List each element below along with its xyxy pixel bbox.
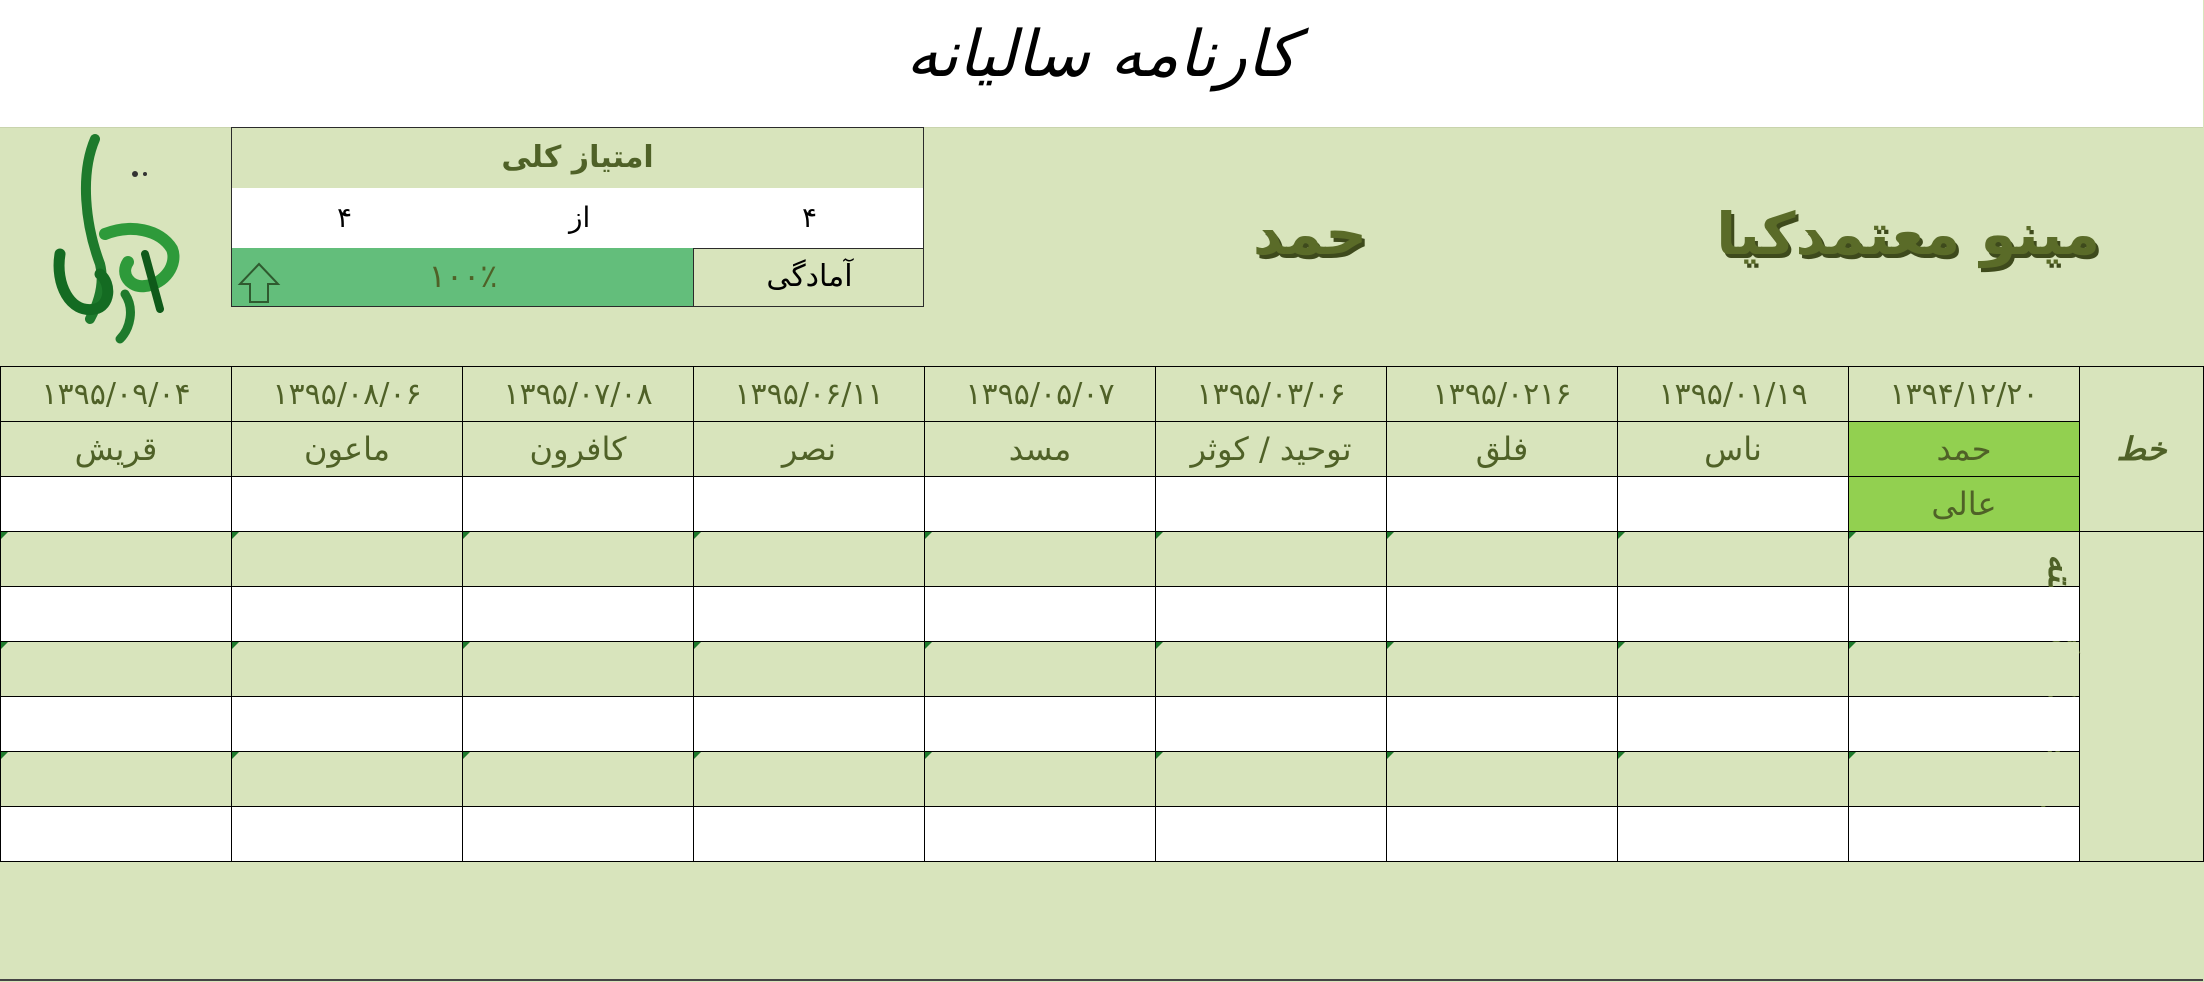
score-total: ۴: [337, 201, 353, 234]
readiness-percent: ۱۰۰٪: [428, 257, 498, 295]
review-cell[interactable]: [1849, 752, 2080, 807]
grade-cell[interactable]: [232, 477, 463, 532]
review-cell[interactable]: [232, 587, 463, 642]
review-cell[interactable]: [1849, 807, 2080, 862]
review-cell[interactable]: [1618, 587, 1849, 642]
surah-cell: توحید / کوثر: [1156, 422, 1387, 477]
review-cell[interactable]: [1618, 532, 1849, 587]
date-cell: ۱۳۹۵/۰۲۱۶: [1387, 367, 1618, 422]
grade-cell[interactable]: [1156, 477, 1387, 532]
review-cell[interactable]: [463, 807, 694, 862]
review-cell[interactable]: [1156, 697, 1387, 752]
review-row: [1, 807, 2204, 862]
side-label-review: [2080, 532, 2204, 862]
surah-cell: قریش: [1, 422, 232, 477]
score-of-label: از: [569, 201, 591, 234]
review-cell[interactable]: [1387, 752, 1618, 807]
review-row: [1, 752, 2204, 807]
footer-band: [0, 870, 2203, 982]
surah-cell: ناس: [1618, 422, 1849, 477]
review-cell[interactable]: [694, 697, 925, 752]
review-cell[interactable]: [463, 587, 694, 642]
review-cell[interactable]: [463, 642, 694, 697]
review-cell[interactable]: [1, 532, 232, 587]
review-cell[interactable]: [925, 807, 1156, 862]
grade-cell[interactable]: عالی: [1849, 477, 2080, 532]
grade-cell[interactable]: [1387, 477, 1618, 532]
score-heading: امتیاز کلی: [232, 128, 923, 189]
review-cell[interactable]: [1156, 807, 1387, 862]
review-cell[interactable]: [1849, 642, 2080, 697]
review-row: [1, 587, 2204, 642]
review-cell[interactable]: [925, 532, 1156, 587]
readiness-row: [232, 248, 923, 306]
score-value: ۴: [802, 201, 818, 234]
review-cell[interactable]: [1387, 587, 1618, 642]
review-cell[interactable]: [1156, 532, 1387, 587]
review-cell[interactable]: [925, 697, 1156, 752]
date-cell: ۱۳۹۵/۰۸/۰۶: [232, 367, 463, 422]
review-cell[interactable]: [925, 587, 1156, 642]
review-cell[interactable]: [232, 752, 463, 807]
review-cell[interactable]: [1618, 697, 1849, 752]
review-cell[interactable]: [1, 697, 232, 752]
surah-cell: کافرون: [463, 422, 694, 477]
student-name: مینو معتمدکیا: [1716, 200, 2100, 268]
date-cell: ۱۳۹۵/۰۱/۱۹: [1618, 367, 1849, 422]
score-row: [232, 188, 923, 249]
review-cell[interactable]: [694, 752, 925, 807]
surah-cell: فلق: [1387, 422, 1618, 477]
grade-cell[interactable]: [1, 477, 232, 532]
date-cell: ۱۳۹۵/۰۹/۰۴: [1, 367, 232, 422]
review-row: [1, 642, 2204, 697]
review-cell[interactable]: [1849, 697, 2080, 752]
monthly-grid: [0, 366, 2204, 862]
review-cell[interactable]: [232, 697, 463, 752]
review-cell[interactable]: [1156, 642, 1387, 697]
review-cell[interactable]: [694, 807, 925, 862]
review-cell[interactable]: [463, 697, 694, 752]
review-cell[interactable]: [1387, 532, 1618, 587]
review-cell[interactable]: [1, 587, 232, 642]
review-row: [1, 697, 2204, 752]
review-cell[interactable]: [1618, 807, 1849, 862]
readiness-label: آمادگی: [766, 259, 853, 294]
grade-cell[interactable]: [1618, 477, 1849, 532]
date-cell: ۱۳۹۵/۰۵/۰۷: [925, 367, 1156, 422]
surah-cell: نصر: [694, 422, 925, 477]
review-cell[interactable]: [694, 587, 925, 642]
review-cell[interactable]: [232, 642, 463, 697]
review-cell[interactable]: [232, 807, 463, 862]
report-title: کارنامه سالیانه: [906, 18, 1297, 92]
review-cell[interactable]: [463, 532, 694, 587]
review-cell[interactable]: [1849, 587, 2080, 642]
review-cell[interactable]: [1, 642, 232, 697]
surah-row: [1, 422, 2204, 477]
grade-cell[interactable]: [463, 477, 694, 532]
review-cell[interactable]: [1387, 642, 1618, 697]
date-cell: ۱۳۹۴/۱۲/۲۰: [1849, 367, 2080, 422]
current-surah: حمد: [1252, 200, 1368, 268]
grade-cell[interactable]: [694, 477, 925, 532]
date-cell: ۱۳۹۵/۰۷/۰۸: [463, 367, 694, 422]
side-label-khat: خط: [2080, 367, 2204, 532]
date-cell: ۱۳۹۵/۰۳/۰۶: [1156, 367, 1387, 422]
title-band: [0, 0, 2203, 128]
review-cell[interactable]: [232, 532, 463, 587]
date-cell: ۱۳۹۵/۰۶/۱۱: [694, 367, 925, 422]
grade-row: [1, 477, 2204, 532]
review-row: [1, 532, 2204, 587]
footer-line: [0, 979, 2203, 981]
review-cell[interactable]: [1618, 642, 1849, 697]
green-calligraphy-logo-icon: [50, 134, 185, 344]
surah-cell: ماعون: [232, 422, 463, 477]
date-row: [1, 367, 2204, 422]
review-cell[interactable]: [1387, 697, 1618, 752]
review-cell[interactable]: [1387, 807, 1618, 862]
review-cell[interactable]: [694, 532, 925, 587]
overall-score-box: [231, 127, 924, 307]
review-cell[interactable]: [1, 752, 232, 807]
review-cell[interactable]: [1156, 587, 1387, 642]
review-cell[interactable]: [1618, 752, 1849, 807]
review-cell[interactable]: [925, 752, 1156, 807]
review-cell[interactable]: [463, 752, 694, 807]
review-cell[interactable]: [925, 642, 1156, 697]
review-cell[interactable]: [1, 807, 232, 862]
surah-cell: حمد: [1849, 422, 2080, 477]
grade-cell[interactable]: [925, 477, 1156, 532]
review-cell[interactable]: [694, 642, 925, 697]
review-cell[interactable]: [1156, 752, 1387, 807]
surah-cell: مسد: [925, 422, 1156, 477]
